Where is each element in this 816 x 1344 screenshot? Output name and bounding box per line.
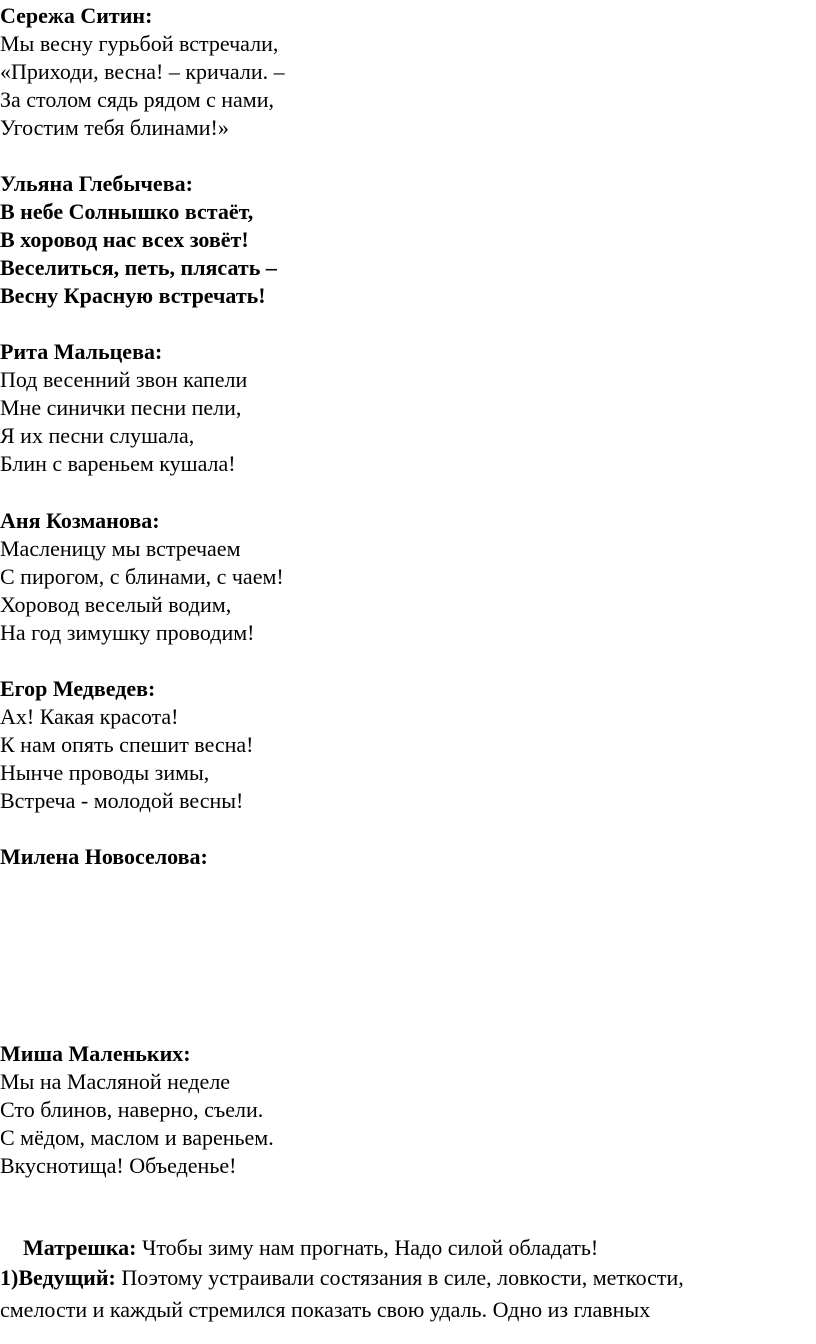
poem-line: Ах! Какая красота! <box>0 704 179 729</box>
poem-line: Хоровод веселый водим, <box>0 592 232 617</box>
poem-line: Встреча - молодой весны! <box>0 788 244 813</box>
poem-line: Мы весну гурьбой встречали, <box>0 31 279 56</box>
host-text: Поэтому устраивали состязания в силе, ловкости, меткости, <box>115 1265 684 1290</box>
speaker-name: Аня Козманова: <box>0 508 160 533</box>
poem-line: Я их песни слушала, <box>0 423 195 448</box>
speaker-name: Ульяна Глебычева: <box>0 171 193 196</box>
poem-line: Сто блинов, наверно, съели. <box>0 1097 264 1122</box>
stanza <box>0 338 800 478</box>
speaker-name: Миша Маленьких: <box>0 1041 191 1066</box>
poem-line: Мне синички песни пели, <box>0 395 242 420</box>
poem-line: Блин с вареньем кушала! <box>0 451 236 476</box>
poem-line: С пирогом, с блинами, с чаем! <box>0 564 284 589</box>
prose-section <box>0 1234 800 1326</box>
poem-line: В хоровод нас всех зовёт! <box>0 227 249 252</box>
poem-line: Вкуснотища! Объеденье! <box>0 1153 237 1178</box>
poem-line: За столом сядь рядом с нами, <box>0 87 274 112</box>
speaker-name: Рита Мальцева: <box>0 339 163 364</box>
speaker-name: Милена Новоселова: <box>0 844 208 869</box>
matryoshka-text: Чтобы зиму нам прогнать, Надо силой обладать! <box>136 1235 599 1260</box>
poem-line: На год зимушку проводим! <box>0 620 255 645</box>
matryoshka-line <box>0 1234 800 1262</box>
host-label: 1)Ведущий: <box>0 1265 116 1290</box>
poem-line: Нынче проводы зимы, <box>0 760 210 785</box>
prose-continuation: смелости и каждый стремился показать свою удаль. Одно из главных <box>0 1297 651 1322</box>
poem-line: К нам опять спешит весна! <box>0 732 254 757</box>
poem-line: Угостим тебя блинами!» <box>0 115 229 140</box>
poem-line: С мёдом, маслом и вареньем. <box>0 1125 274 1150</box>
poem-line: Мы на Масляной неделе <box>0 1069 231 1094</box>
stanza <box>0 507 800 647</box>
stanza <box>0 843 800 871</box>
speaker-name: Егор Медведев: <box>0 676 156 701</box>
stanza <box>0 675 800 815</box>
poem-line: Под весенний звон капели <box>0 367 248 392</box>
stanza <box>0 170 800 310</box>
matryoshka-label: Матрешка: <box>23 1235 137 1260</box>
poem-line: Весну Красную встречать! <box>0 283 266 308</box>
stanza <box>0 2 800 142</box>
poem-line: Масленицу мы встречаем <box>0 536 241 561</box>
speaker-name: Сережа Ситин: <box>0 3 153 28</box>
poem-line: В небе Солнышко встаёт, <box>0 199 254 224</box>
host-line <box>0 1262 800 1294</box>
poem-line: Веселиться, петь, плясать – <box>0 255 277 280</box>
poem-line: «Приходи, весна! – кричали. – <box>0 59 285 84</box>
stanza <box>0 1040 800 1180</box>
